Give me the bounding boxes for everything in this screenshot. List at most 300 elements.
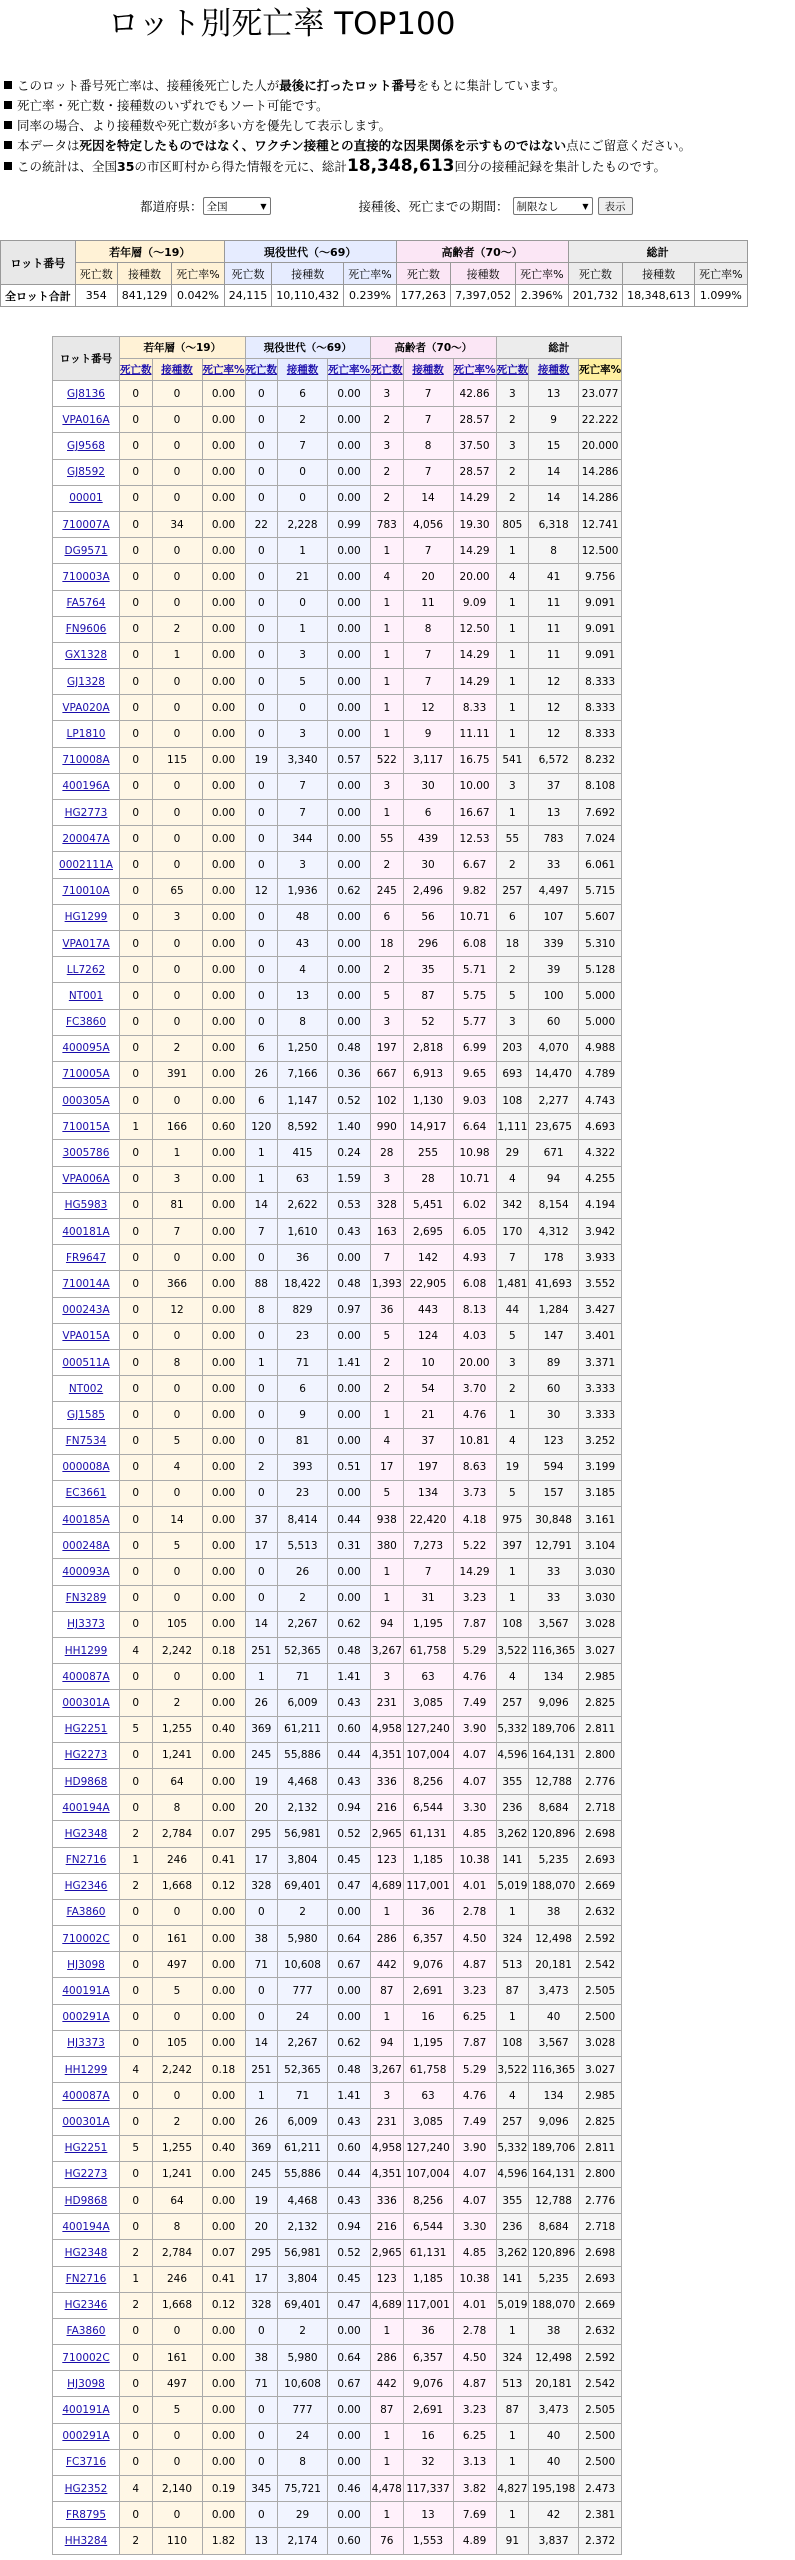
- lot-cell: [53, 1376, 120, 1402]
- table-row: [53, 721, 622, 747]
- table-cell: 4.789: [579, 1061, 622, 1087]
- lot-link[interactable]: HG2348: [64, 1827, 108, 1840]
- table-cell: 7.87: [453, 1611, 496, 1637]
- summary-cell: 841,129: [117, 285, 172, 307]
- table-cell: 1: [496, 721, 529, 747]
- sort-old-doses[interactable]: 接種数: [403, 359, 453, 381]
- lot-link[interactable]: 710010A: [62, 885, 110, 898]
- lot-link[interactable]: FN2716: [65, 1854, 107, 1867]
- lot-link[interactable]: 000511A: [62, 1356, 110, 1369]
- table-cell: 3: [152, 904, 202, 930]
- table-cell: 56,981: [278, 1821, 328, 1847]
- lot-link[interactable]: 000301A: [62, 1696, 110, 1709]
- table-cell: 6,913: [403, 1061, 453, 1087]
- table-cell: 1: [278, 538, 328, 564]
- lot-link[interactable]: VPA017A: [62, 937, 110, 950]
- table-cell: 0.53: [328, 1192, 371, 1218]
- lot-link[interactable]: 710003A: [62, 570, 110, 583]
- table-cell: 26: [245, 1690, 278, 1716]
- summary-row: [1, 285, 748, 307]
- table-cell: 76: [371, 2528, 404, 2554]
- table-cell: 0.00: [328, 2423, 371, 2449]
- table-cell: 52,365: [278, 2057, 328, 2083]
- lot-link[interactable]: HG2346: [64, 1880, 108, 1893]
- table-row: [53, 878, 622, 904]
- lot-link[interactable]: GJ9568: [67, 439, 105, 452]
- table-cell: 0.00: [202, 2030, 245, 2056]
- table-cell: 1: [245, 1140, 278, 1166]
- table-cell: 170: [496, 1219, 529, 1245]
- table-cell: 513: [496, 1952, 529, 1978]
- table-cell: 0: [152, 381, 202, 407]
- table-cell: 29: [278, 2502, 328, 2528]
- sort-young-rate[interactable]: 死亡率%: [202, 359, 245, 381]
- table-cell: 0: [278, 695, 328, 721]
- col-rate: 死亡率%: [516, 263, 568, 285]
- table-cell: 5.71: [453, 957, 496, 983]
- table-cell: 2: [371, 957, 404, 983]
- lot-link[interactable]: 000301A: [62, 2115, 110, 2128]
- table-cell: 1: [371, 538, 404, 564]
- lot-link[interactable]: HG2273: [64, 2168, 108, 2181]
- table-cell: 0.00: [328, 1323, 371, 1349]
- lot-link[interactable]: HG2352: [64, 2482, 108, 2495]
- table-cell: 3: [371, 381, 404, 407]
- table-cell: 5: [152, 2397, 202, 2423]
- table-cell: 2.985: [579, 2083, 622, 2109]
- lot-cell: [53, 1559, 120, 1585]
- sort-total-doses[interactable]: 接種数: [529, 359, 579, 381]
- table-cell: 3: [496, 381, 529, 407]
- lot-link[interactable]: FR8795: [65, 2508, 107, 2521]
- table-cell: 5: [120, 1716, 153, 1742]
- table-cell: 4.322: [579, 1140, 622, 1166]
- table-cell: 8,592: [278, 1114, 328, 1140]
- table-cell: 0: [245, 2397, 278, 2423]
- lot-link[interactable]: 000008A: [62, 1461, 110, 1474]
- table-cell: 1: [496, 616, 529, 642]
- table-row: [53, 2528, 622, 2554]
- table-cell: 2,965: [371, 2240, 404, 2266]
- lot-link[interactable]: HG2348: [64, 2246, 108, 2259]
- table-row: [53, 2135, 622, 2161]
- table-cell: 2.372: [579, 2528, 622, 2554]
- lot-link[interactable]: HJ3373: [67, 1618, 105, 1631]
- table-row: [53, 904, 622, 930]
- lot-link[interactable]: HG2273: [64, 1749, 108, 1762]
- table-cell: 0: [120, 1533, 153, 1559]
- lot-cell: [53, 1978, 120, 2004]
- sort-young-deaths[interactable]: 死亡数: [120, 359, 153, 381]
- table-cell: 0: [152, 2083, 202, 2109]
- table-row: [53, 1402, 622, 1428]
- lot-link[interactable]: 710014A: [62, 1277, 110, 1290]
- lot-link[interactable]: VPA006A: [62, 1173, 110, 1186]
- table-cell: 286: [371, 2345, 404, 2371]
- table-cell: 0.00: [328, 1376, 371, 1402]
- table-cell: 3,804: [278, 1847, 328, 1873]
- lot-link[interactable]: 400191A: [62, 1985, 110, 1998]
- lot-link[interactable]: HG5983: [64, 1199, 108, 1212]
- lot-link[interactable]: LP1810: [66, 728, 106, 741]
- table-cell: 0.00: [202, 904, 245, 930]
- table-cell: 0.00: [328, 1480, 371, 1506]
- lot-link[interactable]: HH1299: [64, 1644, 108, 1657]
- table-cell: 71: [278, 1664, 328, 1690]
- table-cell: 9: [403, 721, 453, 747]
- lot-link[interactable]: HD9868: [64, 2194, 108, 2207]
- table-cell: 3,473: [529, 2397, 579, 2423]
- lot-link[interactable]: GJ8592: [67, 466, 105, 479]
- table-cell: 6: [278, 381, 328, 407]
- table-cell: 9.65: [453, 1061, 496, 1087]
- table-cell: 2.776: [579, 1768, 622, 1794]
- table-cell: 0.00: [202, 983, 245, 1009]
- table-cell: 5: [152, 1533, 202, 1559]
- table-cell: 0.00: [202, 852, 245, 878]
- table-cell: 4,497: [529, 878, 579, 904]
- lot-link[interactable]: FC3716: [65, 2456, 107, 2469]
- table-cell: 1: [120, 1114, 153, 1140]
- table-cell: 4.50: [453, 1926, 496, 1952]
- lot-link[interactable]: FN2716: [65, 2273, 107, 2286]
- table-cell: 69,401: [278, 1873, 328, 1899]
- table-cell: 286: [371, 1926, 404, 1952]
- table-cell: 4.50: [453, 2345, 496, 2371]
- lot-link[interactable]: 400181A: [62, 1225, 110, 1238]
- lot-link[interactable]: DG9571: [64, 544, 108, 557]
- table-cell: 0: [120, 1140, 153, 1166]
- table-cell: 0.00: [202, 721, 245, 747]
- table-cell: 0: [120, 2345, 153, 2371]
- lot-link[interactable]: GX1328: [64, 649, 108, 662]
- table-cell: 3.252: [579, 1428, 622, 1454]
- lot-link[interactable]: FN3289: [65, 1592, 107, 1605]
- table-cell: 4.01: [453, 2292, 496, 2318]
- note-item: 死亡率・死亡数・接種数のいずれでもソート可能です。: [4, 96, 795, 116]
- table-cell: 0: [245, 1402, 278, 1428]
- period-select[interactable]: 制限なし ▼: [513, 197, 593, 215]
- lot-link[interactable]: HJ3098: [67, 1958, 105, 1971]
- lot-link[interactable]: 400194A: [62, 2220, 110, 2233]
- table-cell: 3,267: [371, 1638, 404, 1664]
- table-cell: 1: [371, 642, 404, 668]
- lot-link[interactable]: 400196A: [62, 780, 110, 793]
- table-cell: 12: [529, 721, 579, 747]
- lot-link[interactable]: HG2346: [64, 2299, 108, 2312]
- table-cell: 2.632: [579, 1899, 622, 1925]
- lot-link[interactable]: 000248A: [62, 1539, 110, 1552]
- table-cell: 296: [403, 930, 453, 956]
- table-cell: 366: [152, 1271, 202, 1297]
- lot-link[interactable]: 000291A: [62, 2011, 110, 2024]
- table-cell: 14: [152, 1507, 202, 1533]
- sort-total-rate[interactable]: 死亡率%: [579, 359, 622, 381]
- table-cell: 20.000: [579, 433, 622, 459]
- lot-link[interactable]: 400087A: [62, 2089, 110, 2102]
- table-cell: 2,691: [403, 1978, 453, 2004]
- table-cell: 0.60: [328, 1716, 371, 1742]
- lot-link[interactable]: 400087A: [62, 1670, 110, 1683]
- lot-link[interactable]: 710002C: [62, 2351, 110, 2364]
- table-cell: 0: [120, 1664, 153, 1690]
- table-cell: 10.81: [453, 1428, 496, 1454]
- table-cell: 0.24: [328, 1140, 371, 1166]
- table-cell: 40: [529, 2423, 579, 2449]
- table-cell: 2.500: [579, 2449, 622, 2475]
- table-row: [53, 2030, 622, 2056]
- lot-cell: [53, 1035, 120, 1061]
- table-cell: 12: [529, 695, 579, 721]
- lot-link[interactable]: GJ1585: [67, 1408, 105, 1421]
- table-cell: 0.00: [328, 983, 371, 1009]
- table-cell: 0.00: [202, 2214, 245, 2240]
- lot-link[interactable]: HH1299: [64, 2063, 108, 2076]
- table-cell: 0.00: [202, 826, 245, 852]
- lot-link[interactable]: 000291A: [62, 2430, 110, 2443]
- lot-link[interactable]: HD9868: [64, 1775, 108, 1788]
- lot-link[interactable]: HJ3373: [67, 2037, 105, 2050]
- sort-mid-rate[interactable]: 死亡率%: [328, 359, 371, 381]
- table-cell: 975: [496, 1507, 529, 1533]
- col-rate: 死亡率%: [695, 263, 747, 285]
- table-cell: 0: [120, 1192, 153, 1218]
- table-cell: 0.00: [202, 1795, 245, 1821]
- table-cell: 0: [245, 407, 278, 433]
- table-cell: 18: [496, 930, 529, 956]
- table-cell: 33: [529, 852, 579, 878]
- lot-link[interactable]: FR9647: [65, 1251, 107, 1264]
- table-cell: 1: [496, 1559, 529, 1585]
- table-cell: 23,675: [529, 1114, 579, 1140]
- table-cell: 41,693: [529, 1271, 579, 1297]
- table-cell: 120: [245, 1114, 278, 1140]
- table-cell: 0.00: [328, 616, 371, 642]
- lot-link[interactable]: NT002: [68, 1382, 104, 1395]
- table-cell: 87: [496, 2397, 529, 2423]
- lot-link[interactable]: 710008A: [62, 754, 110, 767]
- table-cell: 5,980: [278, 1926, 328, 1952]
- lot-link[interactable]: 710007A: [62, 518, 110, 531]
- table-cell: 36: [371, 1297, 404, 1323]
- table-cell: 0.43: [328, 2109, 371, 2135]
- table-cell: 12: [152, 1297, 202, 1323]
- table-cell: 30,848: [529, 1507, 579, 1533]
- table-cell: 2: [152, 2109, 202, 2135]
- table-cell: 4,689: [371, 1873, 404, 1899]
- table-cell: 8.232: [579, 747, 622, 773]
- table-cell: 6.25: [453, 2423, 496, 2449]
- table-cell: 1: [245, 1349, 278, 1375]
- table-cell: 8: [278, 2449, 328, 2475]
- lot-link[interactable]: 710005A: [62, 1068, 110, 1081]
- table-cell: 40: [529, 2449, 579, 2475]
- table-cell: 0: [120, 1402, 153, 1428]
- lot-cell: [53, 695, 120, 721]
- table-row: [53, 1821, 622, 1847]
- lot-cell: [53, 1009, 120, 1035]
- table-cell: 0.00: [202, 485, 245, 511]
- lot-cell: [53, 1507, 120, 1533]
- table-cell: 63: [403, 2083, 453, 2109]
- table-cell: 3.933: [579, 1245, 622, 1271]
- table-cell: 22,420: [403, 1507, 453, 1533]
- table-row: [53, 1088, 622, 1114]
- table-cell: 0.40: [202, 1716, 245, 1742]
- table-cell: 10.00: [453, 773, 496, 799]
- sort-total-deaths[interactable]: 死亡数: [496, 359, 529, 381]
- table-cell: 6.25: [453, 2004, 496, 2030]
- lot-link[interactable]: 000243A: [62, 1304, 110, 1317]
- lot-link[interactable]: FA3860: [66, 1906, 106, 1919]
- table-cell: 3: [152, 1166, 202, 1192]
- table-cell: 0.07: [202, 2240, 245, 2266]
- table-cell: 3.028: [579, 1611, 622, 1637]
- table-cell: 4,468: [278, 2187, 328, 2213]
- filter-bar: [140, 197, 633, 215]
- lot-cell: [53, 721, 120, 747]
- table-cell: 1: [371, 721, 404, 747]
- table-cell: 0: [152, 800, 202, 826]
- lot-link[interactable]: HG2251: [64, 1723, 108, 1736]
- table-cell: 1: [371, 1585, 404, 1611]
- lot-link[interactable]: VPA020A: [62, 701, 110, 714]
- lot-link[interactable]: HG2251: [64, 2142, 108, 2155]
- table-cell: 195,198: [529, 2476, 579, 2502]
- table-cell: 0: [120, 669, 153, 695]
- lot-link[interactable]: VPA016A: [62, 413, 110, 426]
- table-cell: 0.48: [328, 1035, 371, 1061]
- table-cell: 3,262: [496, 1821, 529, 1847]
- table-cell: 0: [120, 983, 153, 1009]
- lot-link[interactable]: FN7534: [65, 1435, 107, 1448]
- table-cell: 0.00: [202, 2423, 245, 2449]
- table-cell: 4.07: [453, 1768, 496, 1794]
- table-cell: 81: [152, 1192, 202, 1218]
- table-cell: 0.18: [202, 2057, 245, 2083]
- lot-link[interactable]: HG1299: [64, 911, 108, 924]
- table-row: [53, 407, 622, 433]
- table-row: [53, 2161, 622, 2187]
- table-cell: 0.00: [202, 1061, 245, 1087]
- table-cell: 7,166: [278, 1061, 328, 1087]
- table-cell: 0: [245, 800, 278, 826]
- table-cell: 5,980: [278, 2345, 328, 2371]
- table-cell: 10.71: [453, 904, 496, 930]
- lot-link[interactable]: 400093A: [62, 1566, 110, 1579]
- table-cell: 5,451: [403, 1192, 453, 1218]
- table-cell: 3,262: [496, 2240, 529, 2266]
- table-cell: 31: [403, 1585, 453, 1611]
- table-cell: 0.48: [328, 2057, 371, 2083]
- table-cell: 5: [152, 1978, 202, 2004]
- sort-mid-deaths[interactable]: 死亡数: [245, 359, 278, 381]
- table-cell: 0: [152, 2449, 202, 2475]
- table-cell: 60: [529, 1009, 579, 1035]
- lot-link[interactable]: 0002111A: [59, 858, 113, 871]
- lot-link[interactable]: FA3860: [66, 2325, 106, 2338]
- table-cell: 20,181: [529, 1952, 579, 1978]
- table-cell: 5.29: [453, 2057, 496, 2083]
- table-row: [53, 1716, 622, 1742]
- table-cell: 0.00: [202, 1349, 245, 1375]
- table-cell: 163: [371, 1219, 404, 1245]
- lot-link[interactable]: 3005786: [62, 1147, 110, 1160]
- lot-link[interactable]: 000305A: [62, 1094, 110, 1107]
- lot-link[interactable]: VPA015A: [62, 1330, 110, 1343]
- table-cell: 0: [120, 2004, 153, 2030]
- lot-link[interactable]: 400095A: [62, 1042, 110, 1055]
- table-cell: 0: [245, 538, 278, 564]
- lot-link[interactable]: HJ3098: [67, 2377, 105, 2390]
- table-row: [53, 1926, 622, 1952]
- table-cell: 8.333: [579, 669, 622, 695]
- lot-link[interactable]: LL7262: [66, 963, 106, 976]
- show-button[interactable]: 表示: [598, 197, 633, 215]
- lot-link[interactable]: 400185A: [62, 1513, 110, 1526]
- table-cell: 497: [152, 1952, 202, 1978]
- lot-link[interactable]: 200047A: [62, 832, 110, 845]
- sort-young-doses[interactable]: 接種数: [152, 359, 202, 381]
- table-cell: 6: [403, 800, 453, 826]
- table-cell: 4.07: [453, 2161, 496, 2187]
- table-cell: 0.00: [202, 1219, 245, 1245]
- lot-cell: [53, 1192, 120, 1218]
- lot-link[interactable]: FN9606: [65, 623, 107, 636]
- prefecture-select[interactable]: 全国 ▼: [203, 197, 271, 215]
- table-cell: 0.00: [202, 590, 245, 616]
- lot-cell: [53, 1480, 120, 1506]
- lot-link[interactable]: HH3284: [64, 2534, 108, 2547]
- lot-link[interactable]: GJ8136: [67, 387, 105, 400]
- col-deaths: 死亡数: [396, 263, 451, 285]
- sort-old-deaths[interactable]: 死亡数: [371, 359, 404, 381]
- table-cell: 1: [371, 2423, 404, 2449]
- table-cell: 134: [529, 2083, 579, 2109]
- lot-cell: [53, 2135, 120, 2161]
- table-cell: 1: [496, 2318, 529, 2344]
- table-cell: 0: [120, 590, 153, 616]
- lot-link[interactable]: HG2773: [64, 806, 108, 819]
- lot-link[interactable]: 00001: [69, 492, 103, 505]
- lot-link[interactable]: GJ1328: [67, 675, 105, 688]
- lot-link[interactable]: FA5764: [66, 597, 106, 610]
- table-row: [53, 590, 622, 616]
- table-cell: 4.76: [453, 1402, 496, 1428]
- table-cell: 0.00: [328, 642, 371, 668]
- sort-mid-doses[interactable]: 接種数: [278, 359, 328, 381]
- lot-link[interactable]: 710015A: [62, 1120, 110, 1133]
- table-cell: 7.49: [453, 1690, 496, 1716]
- lot-link[interactable]: 400194A: [62, 1801, 110, 1814]
- lot-link[interactable]: 400191A: [62, 2404, 110, 2417]
- table-cell: 4,689: [371, 2292, 404, 2318]
- total-group-header: 総計: [496, 337, 622, 359]
- table-cell: 0: [152, 2004, 202, 2030]
- table-cell: 1,185: [403, 2266, 453, 2292]
- lot-link[interactable]: NT001: [68, 989, 104, 1002]
- lot-cell: [53, 2345, 120, 2371]
- table-cell: 0.00: [328, 1245, 371, 1271]
- lot-link[interactable]: FC3860: [65, 1016, 107, 1029]
- sort-old-rate[interactable]: 死亡率%: [453, 359, 496, 381]
- lot-link[interactable]: 710002C: [62, 1932, 110, 1945]
- table-cell: 0.00: [202, 538, 245, 564]
- table-cell: 64: [152, 2187, 202, 2213]
- mid-group-header: 現役世代（～69）: [245, 337, 371, 359]
- table-cell: 24: [278, 2423, 328, 2449]
- lot-link[interactable]: EC3661: [65, 1487, 107, 1500]
